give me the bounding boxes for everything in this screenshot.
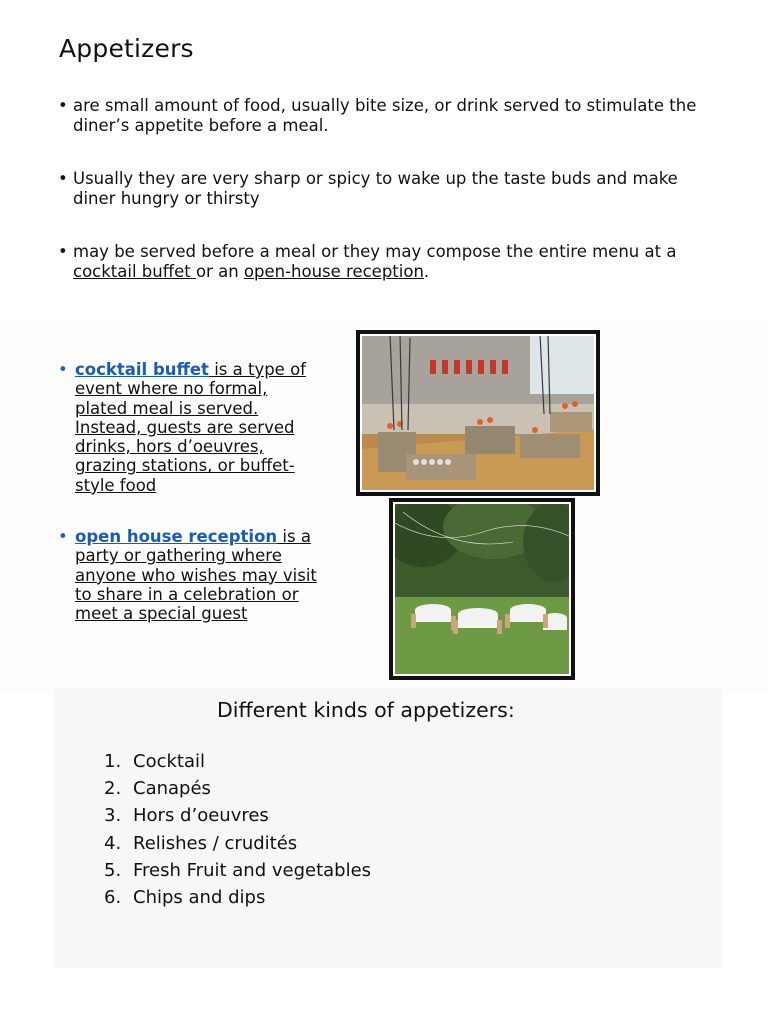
definition-cocktail-buffet <box>58 360 320 495</box>
cocktail-buffet-image <box>360 334 596 492</box>
intro-bullet-1: • are small amount of food, usually bite size, or drink served to stimulate the diner’s appetite before a meal. <box>58 96 718 136</box>
list-item-number: 6. <box>104 887 122 909</box>
list-item-number: 5. <box>104 859 122 881</box>
open-house-reception-link[interactable]: open-house reception <box>243 262 424 281</box>
list-item <box>104 884 371 911</box>
intro-bullet-3-middle: or an <box>195 262 244 281</box>
list-item-number: 2. <box>104 778 122 800</box>
cocktail-buffet-photo <box>356 330 600 496</box>
kinds-list <box>104 748 371 911</box>
definition-open-house-reception <box>58 527 320 623</box>
list-item-label: Cocktail <box>133 751 205 772</box>
list-item-label: Hors d’oeuvres <box>133 805 269 827</box>
list-item <box>104 857 371 884</box>
cocktail-buffet-link[interactable]: cocktail buffet <box>73 262 196 281</box>
cocktail-buffet-term-link[interactable]: cocktail buffet <box>75 360 209 379</box>
list-item-number: 3. <box>104 805 122 827</box>
cocktail-buffet-definition: is a type of event where no formal, plated meal is served. Instead, guests are served drinks, hors d’oeuvres, grazing stations, or buffet-style food <box>75 360 306 495</box>
kinds-heading: Different kinds of appetizers: <box>217 698 515 722</box>
open-house-reception-image <box>393 502 571 676</box>
intro-bullet-3 <box>58 242 718 282</box>
intro-bullet-list <box>58 96 718 282</box>
list-item-label: Relishes / crudités <box>133 832 298 854</box>
open-house-reception-photo <box>389 498 575 680</box>
list-item-label: Fresh Fruit and vegetables <box>133 859 372 881</box>
list-item-label: Chips and dips <box>133 887 266 909</box>
intro-bullet-3-text: may be served before a meal or they may compose the entire menu at a <box>73 242 677 261</box>
list-item <box>104 775 371 802</box>
intro-bullet-2: • Usually they are very sharp or spicy to wake up the taste buds and make diner hungry or thirsty <box>58 169 718 209</box>
list-item <box>104 748 371 775</box>
definition-list <box>58 360 320 624</box>
open-house-reception-definition: is a party or gathering where anyone who wishes may visit to share in a celebration or meet a special guest <box>75 527 317 624</box>
list-item-number: 4. <box>104 832 122 854</box>
page-title: Appetizers <box>59 34 194 63</box>
intro-bullet-3-end: . <box>423 262 430 281</box>
list-item <box>104 802 371 829</box>
open-house-reception-term-link[interactable]: open house reception <box>75 527 278 547</box>
list-item-number: 1. <box>104 751 122 772</box>
list-item <box>104 830 371 857</box>
list-item-label: Canapés <box>133 778 211 800</box>
